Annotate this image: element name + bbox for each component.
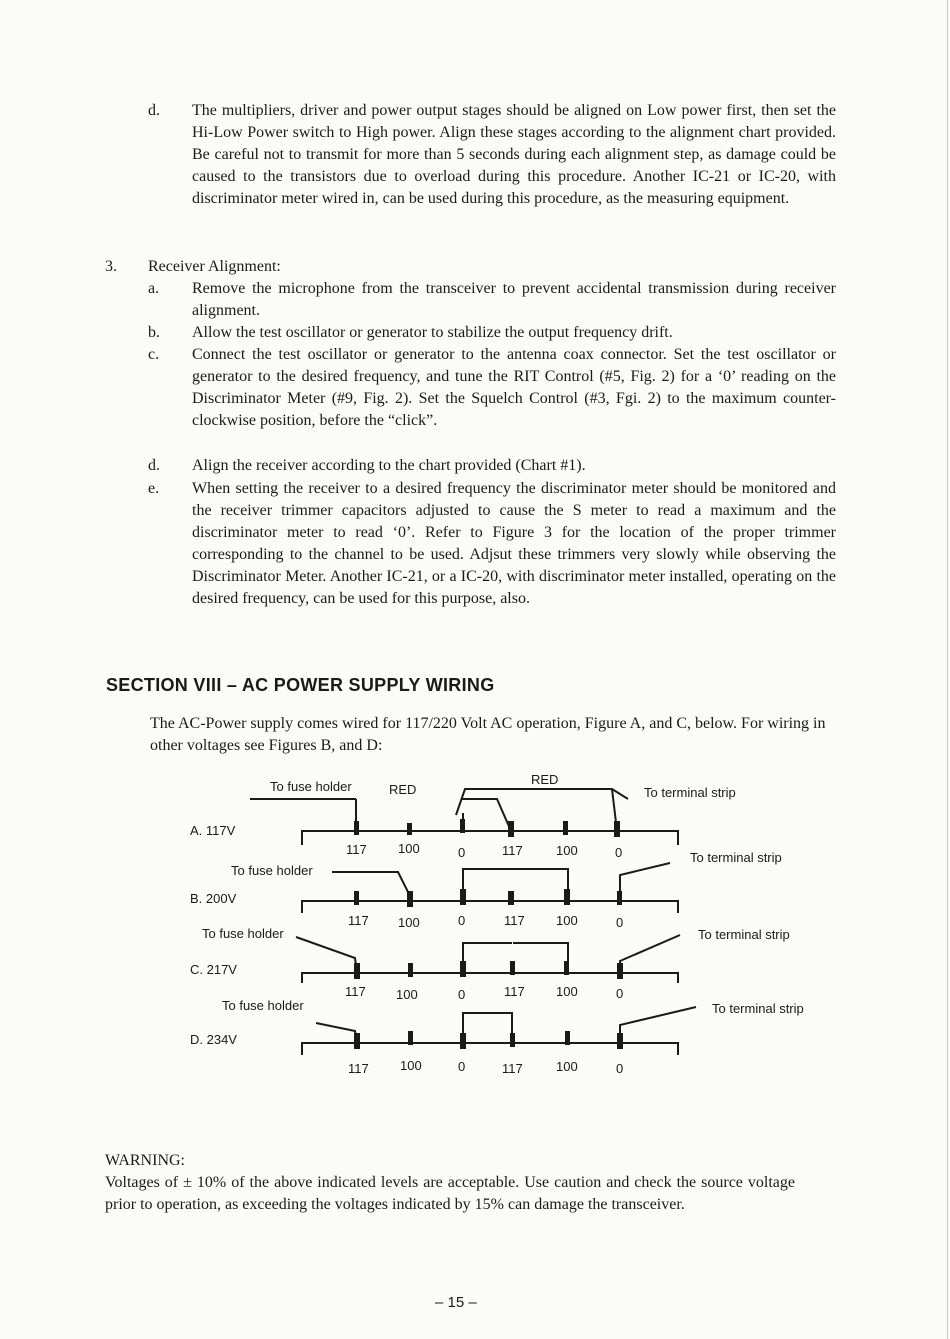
row-c [190,926,790,1002]
tap-100-d [408,1031,413,1045]
tap-100b-a [563,821,568,835]
tap-117b-a [508,821,514,837]
tap-label-d-5: 100 [556,1059,578,1074]
tap-100b-d [565,1031,570,1045]
tap-label-b-5: 100 [556,913,578,928]
fuse-lead-b [332,872,411,898]
jumper-0-117-a [462,799,511,831]
section-heading: SECTION VIII – AC POWER SUPPLY WIRING [106,675,495,695]
tap-label-b-2: 100 [398,915,420,930]
section-intro: The AC-Power supply comes wired for 117/220 Volt AC operation, Figure A, and C, below. For wiring in other voltages see Figures B, and D: [150,715,826,754]
tap-0b-b [617,891,622,905]
item-marker-d-top: d. [148,102,160,119]
item-marker-e: e. [148,480,160,497]
tap-label-b-3: 0 [458,913,466,928]
tap-0b-c [617,963,623,979]
row-b [190,850,782,930]
tap-label-a-4: 117 [502,843,523,858]
tap-label-b-4: 117 [504,913,525,928]
fuse-label-a: To fuse holder [270,779,352,794]
fuse-label-b: To fuse holder [231,863,313,878]
tap-117b-b [508,891,514,905]
item-marker-b: b. [148,324,160,341]
tap-label-d-4: 117 [502,1061,523,1076]
terminal-label-c: To terminal strip [698,927,790,942]
jumper-d [463,1013,512,1043]
item-marker-d: d. [148,457,160,474]
tap-117-a [354,821,359,835]
terminal-lead-b [620,863,670,901]
tap-0-c [460,961,466,977]
item-text-d: Align the receiver according to the chart provided (Chart #1). [192,457,586,474]
tap-label-d-1: 117 [348,1061,369,1076]
tap-117b-c [510,961,515,975]
red-label-top: RED [531,772,559,787]
tap-label-c-5: 100 [556,984,578,999]
item-text-b: Allow the test oscillator or generator to stabilize the output frequency drift. [192,324,673,341]
terminal-lead-c [620,935,680,973]
tap-117-d [354,1033,360,1049]
tap-label-c-1: 117 [345,984,366,999]
tap-label-d-2: 100 [400,1058,422,1073]
row-d [190,998,804,1076]
tap-label-c-2: 100 [396,987,418,1002]
terminal-label-b: To terminal strip [690,850,782,865]
tap-100-c [408,963,413,977]
warning-text: Voltages of ± 10% of the above indicated levels are acceptable. Use caution and check the source voltage prior to operation, as exceeding the voltages indicated by 15% can damage the transceiver. [105,1174,795,1213]
wiring-diagram [0,765,950,1105]
section-3-marker: 3. [105,258,117,275]
item-text-a: Remove the microphone from the transceiver to prevent accidental transmission during receiver alignment. [192,280,836,319]
tap-117-c [354,963,360,979]
tap-label-c-4: 117 [504,984,525,999]
section-3-title: Receiver Alignment: [148,258,281,275]
tap-100-a [407,823,412,835]
fuse-label-d: To fuse holder [222,998,304,1013]
tap-label-a-5: 100 [556,843,578,858]
tap-117b-d [510,1033,515,1047]
fuse-lead-d [316,1023,357,1043]
tap-label-c-3: 0 [458,987,466,1002]
row-label-a: A. 117V [190,823,236,838]
item-marker-c: c. [148,346,160,363]
terminal-lead-d [620,1007,696,1043]
terminal-label-a: To terminal strip [644,785,736,800]
tap-label-b-1: 117 [348,913,369,928]
item-text-e: When setting the receiver to a desired frequency the discriminator meter should be monitored and the receiver trimmer capacitors adjusted to cause the S meter to read a maximum and the discriminator meter to read ‘0’. Refer to Figure 3 for the location of the proper trimmer corresponding to the channel to be used. Adjsut these trimmers very slowly while observing the Discriminator Meter. Another IC-21, or a IC-20, with discriminator meter installed, operating on the desired frequency, can be used for this purpose, also. [192,480,836,607]
tap-label-d-3: 0 [458,1059,466,1074]
tap-label-d-6: 0 [616,1061,624,1076]
fuse-label-c: To fuse holder [202,926,284,941]
tap-117-b [354,891,359,905]
jumper-c-left [463,943,512,973]
item-text-c: Connect the test oscillator or generator to the antenna coax connector. Set the test oscillator or generator to the desired frequency, and tune the RIT Control (#5, Fig. 2) for a ‘0’ reading on the Discriminator Meter (#9, Fig. 2). Set the Squelch Control (#3, Fgi. 2) to the maximum counter-clockwise position, before the “click”. [192,346,836,429]
tap-label-a-1: 117 [346,842,367,857]
warning-title: WARNING: [105,1152,185,1169]
page-number: – 15 – [435,1294,477,1311]
jumper-c-right [513,943,568,973]
tap-label-a-6: 0 [615,845,623,860]
row-label-b: B. 200V [190,891,237,906]
tap-label-b-6: 0 [616,915,624,930]
tap-0-a [460,819,465,833]
tap-100b-b [564,889,570,905]
tap-label-a-2: 100 [398,841,420,856]
red-jumper-a [456,789,628,815]
item-text-d-top: The multipliers, driver and power output stages should be aligned on Low power first, then set the Hi-Low Power switch to High power. Align these stages according to the alignment chart provided. Be careful not to transmit for more than 5 seconds during each alignment step, as damage could be caused to the transistors due to overload during this procedure. Another IC-21 or IC-20, with discriminator meter wired in, can be used during this procedure, as the measuring equipment. [192,102,836,207]
tap-label-c-6: 0 [616,986,624,1001]
tap-0-b [460,889,466,905]
red-label-left: RED [389,782,417,797]
row-label-c: C. 217V [190,962,237,977]
item-marker-a: a. [148,280,160,297]
jumper-b [463,869,568,901]
tap-0-d [460,1033,466,1049]
tap-100b-c [564,961,569,975]
tap-label-a-3: 0 [458,845,466,860]
fuse-lead-c [296,937,357,973]
tap-0b-d [617,1033,623,1049]
terminal-label-d: To terminal strip [712,1001,804,1016]
page-edge [947,0,948,1339]
tap-100-b [407,891,413,907]
row-a [190,772,736,860]
row-label-d: D. 234V [190,1032,237,1047]
tap-0b-a [614,821,620,837]
